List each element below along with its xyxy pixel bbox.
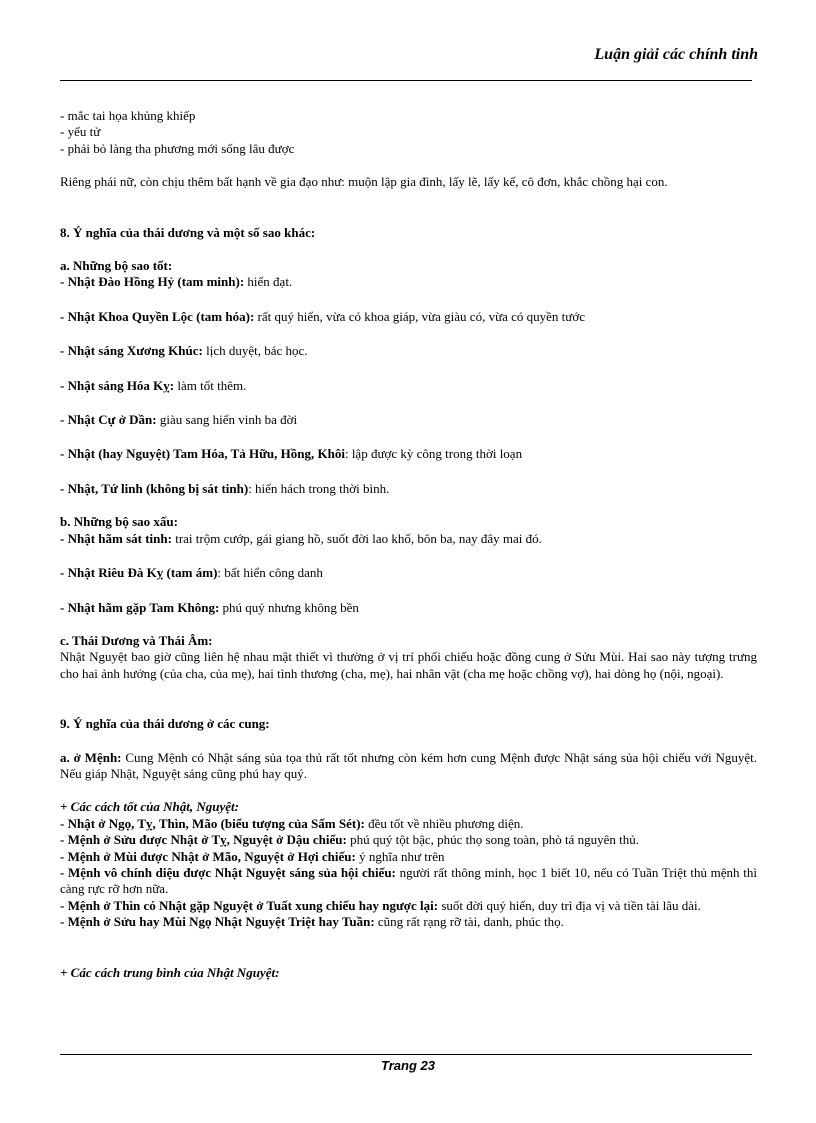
list-item: - Nhật Đào Hồng Hỷ (tam minh): hiển đạt. bbox=[60, 274, 293, 290]
list-item: - Mệnh ở Mùi được Nhật ở Mão, Nguyệt ở Hợi chiếu: ý nghĩa như trên bbox=[60, 848, 445, 864]
list-item: - Nhật sáng Hóa Kỵ: làm tốt thêm. bbox=[60, 377, 247, 393]
list-item: - yếu tử bbox=[60, 124, 101, 140]
list-item: - Nhật, Tứ linh (không bị sát tinh): hiển hách trong thời bình. bbox=[60, 480, 390, 496]
subsection-heading: + Các cách tốt của Nhật, Nguyệt: bbox=[60, 799, 239, 815]
list-item: - Mệnh ở Thìn có Nhật gặp Nguyệt ở Tuất xung chiếu hay ngược lại: suốt đời quý hiển, duy trì địa vị và tiền tài lâu dài. bbox=[60, 897, 701, 913]
list-item: - Nhật sáng Xương Khúc: lịch duyệt, bác học. bbox=[60, 343, 308, 359]
list-item: - Nhật Riêu Đà Kỵ (tam ám): bất hiển công danh bbox=[60, 565, 323, 581]
list-item: - Mệnh vô chính diệu được Nhật Nguyệt sáng sủa hội chiếu: người rất thông minh, học 1 biết 10, nếu có Tuần Triệt thủ mệnh thì càng rực rỡ hơn nữa. bbox=[60, 864, 757, 897]
subsection-heading: + Các cách trung bình của Nhật Nguyệt: bbox=[60, 964, 280, 980]
subsection-heading: a. Những bộ sao tốt: bbox=[60, 258, 173, 274]
list-item: - Nhật hãm gặp Tam Không: phú quý nhưng không bền bbox=[60, 599, 359, 615]
page-number: Trang 23 bbox=[381, 1058, 435, 1073]
subsection-heading: c. Thái Dương và Thái Âm: bbox=[60, 632, 213, 648]
section-heading: 9. Ý nghĩa của thái dương ở các cung: bbox=[60, 716, 270, 732]
list-item: - Nhật Khoa Quyền Lộc (tam hóa): rất quý hiển, vừa có khoa giáp, vừa giàu có, vừa có quyền tước bbox=[60, 308, 585, 324]
list-item: - Mệnh ở Sửu được Nhật ở Tỵ, Nguyệt ở Dậu chiếu: phú quý tột bậc, phúc thọ song toàn, phò tá nguyên thủ. bbox=[60, 832, 639, 848]
document-body bbox=[60, 108, 757, 981]
page-header-title: Luận giải các chính tinh bbox=[594, 46, 758, 63]
list-item: - Nhật ở Ngọ, Tỵ, Thìn, Mão (biểu tượng của Sấm Sét): đều tốt về nhiều phương diện. bbox=[60, 815, 524, 831]
paragraph: Riêng phái nữ, còn chịu thêm bất hạnh về gia đạo như: muộn lập gia đình, lấy lẽ, lấy kế, cô đơn, khắc chồng hại con. bbox=[60, 174, 668, 190]
subsection-heading: b. Những bộ sao xấu: bbox=[60, 514, 178, 530]
footer-rule bbox=[60, 1054, 752, 1055]
header-rule bbox=[60, 80, 752, 81]
list-item: - mắc tai họa khủng khiếp bbox=[60, 108, 196, 123]
list-item: - phải bỏ làng tha phương mới sống lâu được bbox=[60, 140, 295, 156]
list-item: - Nhật Cự ở Dần: giàu sang hiển vinh ba đời bbox=[60, 412, 298, 428]
section-heading: 8. Ý nghĩa của thái dương và một số sao khác: bbox=[60, 224, 316, 240]
list-item: - Nhật (hay Nguyệt) Tam Hóa, Tả Hữu, Hồng, Khôi: lập được kỳ công trong thời loạn bbox=[60, 446, 523, 462]
list-item: - Nhật hãm sát tinh: trai trộm cướp, gái giang hồ, suốt đời lao khổ, bôn ba, nay đây mai đó. bbox=[60, 530, 542, 546]
paragraph: a. ở Mệnh: Cung Mệnh có Nhật sáng sủa tọa thủ rất tốt nhưng còn kém hơn cung Mệnh được Nhật sáng sủa hội chiếu với Nguyệt. Nếu giáp Nhật, Nguyệt sáng cũng phú hay quý. bbox=[60, 749, 758, 781]
list-item: - Mệnh ở Sửu hay Mùi Ngọ Nhật Nguyệt Triệt hay Tuần: cũng rất rạng rỡ tài, danh, phúc thọ. bbox=[60, 914, 564, 930]
paragraph: Nhật Nguyệt bao giờ cũng liên hệ nhau mật thiết vì thường ở vị trí phối chiếu hoặc đồng cung ở Sửu Mùi. Hai sao này tượng trưng cho hai ảnh hưởng (của cha, của mẹ), hai tình thương (cha, mẹ), hai nhân vật (cha mẹ hoặc chồng vợ), hai dòng họ (nội, ngoại). bbox=[60, 649, 757, 681]
